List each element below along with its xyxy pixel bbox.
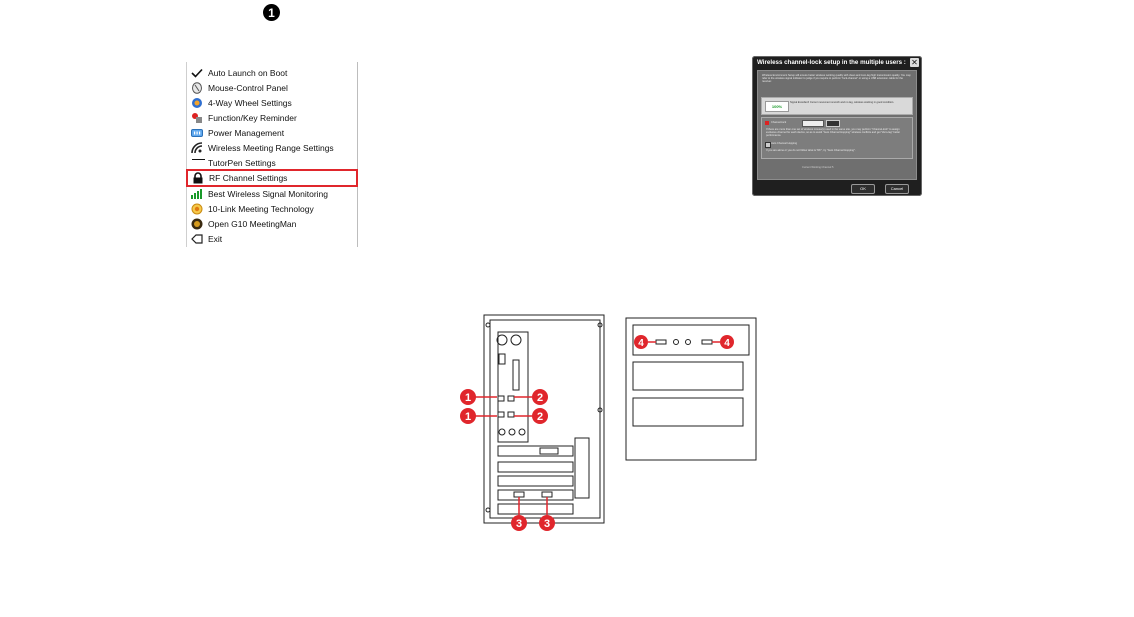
signal-status-text: Signal Excellent! Cursor movement smooth and no lag, wireless working in good condition. <box>790 101 895 104</box>
exit-icon <box>190 233 204 245</box>
menu-item-label: RF Channel Settings <box>209 173 288 183</box>
auto-hopping-text: If you are alone or you do not follow what is "RF", try "Auto Channel Hopping". <box>766 149 856 152</box>
wireless-range-icon <box>190 142 204 154</box>
port-label-3b-text: 3 <box>543 518 551 530</box>
menu-item-label: Wireless Meeting Range Settings <box>208 142 334 153</box>
dialog-body <box>757 70 917 180</box>
menu-item-function-key[interactable] <box>187 110 357 125</box>
menu-item-label: TutorPen Settings <box>208 157 276 168</box>
menu-item-label: 10-Link Meeting Technology <box>208 203 314 214</box>
menu-item-best-signal[interactable] <box>187 186 357 201</box>
pc-ports-diagram <box>440 310 760 540</box>
port-label-2b <box>514 408 548 424</box>
mouse-icon <box>190 82 204 94</box>
menu-item-open-meetingman[interactable] <box>187 216 357 231</box>
port-label-1b <box>460 408 497 424</box>
port-label-2a <box>514 389 548 405</box>
menu-item-exit[interactable] <box>187 231 357 246</box>
channel-lock-panel <box>761 117 913 159</box>
signal-panel <box>761 97 913 115</box>
dialog-title: Wireless channel-lock setup in the multiple users : <box>757 59 906 66</box>
menu-item-label: Function/Key Reminder <box>208 112 297 123</box>
current-channel-status: Current Working Channel:5 <box>802 166 834 169</box>
menu-item-10link[interactable] <box>187 201 357 216</box>
port-label-4b-text: 4 <box>724 338 730 349</box>
apply-channel-button[interactable] <box>826 120 840 127</box>
battery-icon <box>190 127 204 139</box>
checkmark-icon <box>190 67 204 79</box>
menu-item-label: 4-Way Wheel Settings <box>208 97 292 108</box>
auto-hopping-label: Auto Channel Hopping <box>771 142 798 145</box>
menu-item-label: Open G10 MeetingMan <box>208 218 297 229</box>
step-number-badge: 1 <box>263 4 280 21</box>
cancel-button[interactable]: Cancel <box>885 184 909 194</box>
channel-lock-dialog <box>752 56 922 196</box>
port-label-4b <box>712 335 734 349</box>
wheel-icon <box>190 97 204 109</box>
menu-item-label: Best Wireless Signal Monitoring <box>208 188 328 199</box>
menu-item-rf-channel[interactable] <box>186 169 358 187</box>
menu-item-label: Auto Launch on Boot <box>208 67 288 78</box>
port-label-1a-text: 1 <box>464 392 472 404</box>
menu-item-label: Exit <box>208 233 223 244</box>
signal-indicator: 100% <box>765 101 789 112</box>
meetingman-icon <box>190 218 204 230</box>
menu-item-wireless-range[interactable] <box>187 140 357 155</box>
close-icon[interactable]: ✕ <box>911 58 918 67</box>
port-label-4a <box>634 335 656 349</box>
link-icon <box>190 203 204 215</box>
port-label-2b-text: 2 <box>536 411 544 423</box>
menu-item-label: Power Management <box>208 127 285 138</box>
key-reminder-icon <box>190 112 204 124</box>
menu-item-tutorpen[interactable] <box>187 155 357 170</box>
port-label-4a-text: 4 <box>638 338 644 349</box>
tray-context-menu <box>186 62 358 247</box>
channel-select[interactable] <box>802 120 824 127</box>
port-label-1a <box>460 389 497 405</box>
tutorpen-icon <box>190 157 204 169</box>
port-label-3a-text: 3 <box>515 518 523 530</box>
ok-button[interactable]: OK <box>851 184 875 194</box>
channel-lock-label: Channel-lock <box>771 121 787 124</box>
menu-item-power[interactable] <box>187 125 357 140</box>
menu-item-label: Mouse-Control Panel <box>208 82 288 93</box>
port-label-2a-text: 2 <box>536 392 544 404</box>
menu-item-auto-launch[interactable] <box>187 65 357 80</box>
channel-lock-radio[interactable] <box>765 121 769 125</box>
channel-lock-text: If there are more than one set of wireless mouse(s) used in the same site, you may perform "Channel-lock" to assign exclusive channel for each device, so as to avoid "Auto Channel Hopping" wireless conflicts and get "Zero-lag" better performance. <box>766 128 901 138</box>
dialog-intro-text: Wireless Environment Setup will ensure better wireless working quality with clean and zero-lag high transmission quality. You may refer to the wireless signal indicator to judge if you require to perform "lock-channel" or using a USB extension cable for the receiver. <box>762 74 911 84</box>
menu-item-4way-wheel[interactable] <box>187 95 357 110</box>
menu-item-mouse-control[interactable] <box>187 80 357 95</box>
lock-icon <box>191 172 205 184</box>
port-label-1b-text: 1 <box>464 411 472 423</box>
signal-icon <box>190 188 204 200</box>
